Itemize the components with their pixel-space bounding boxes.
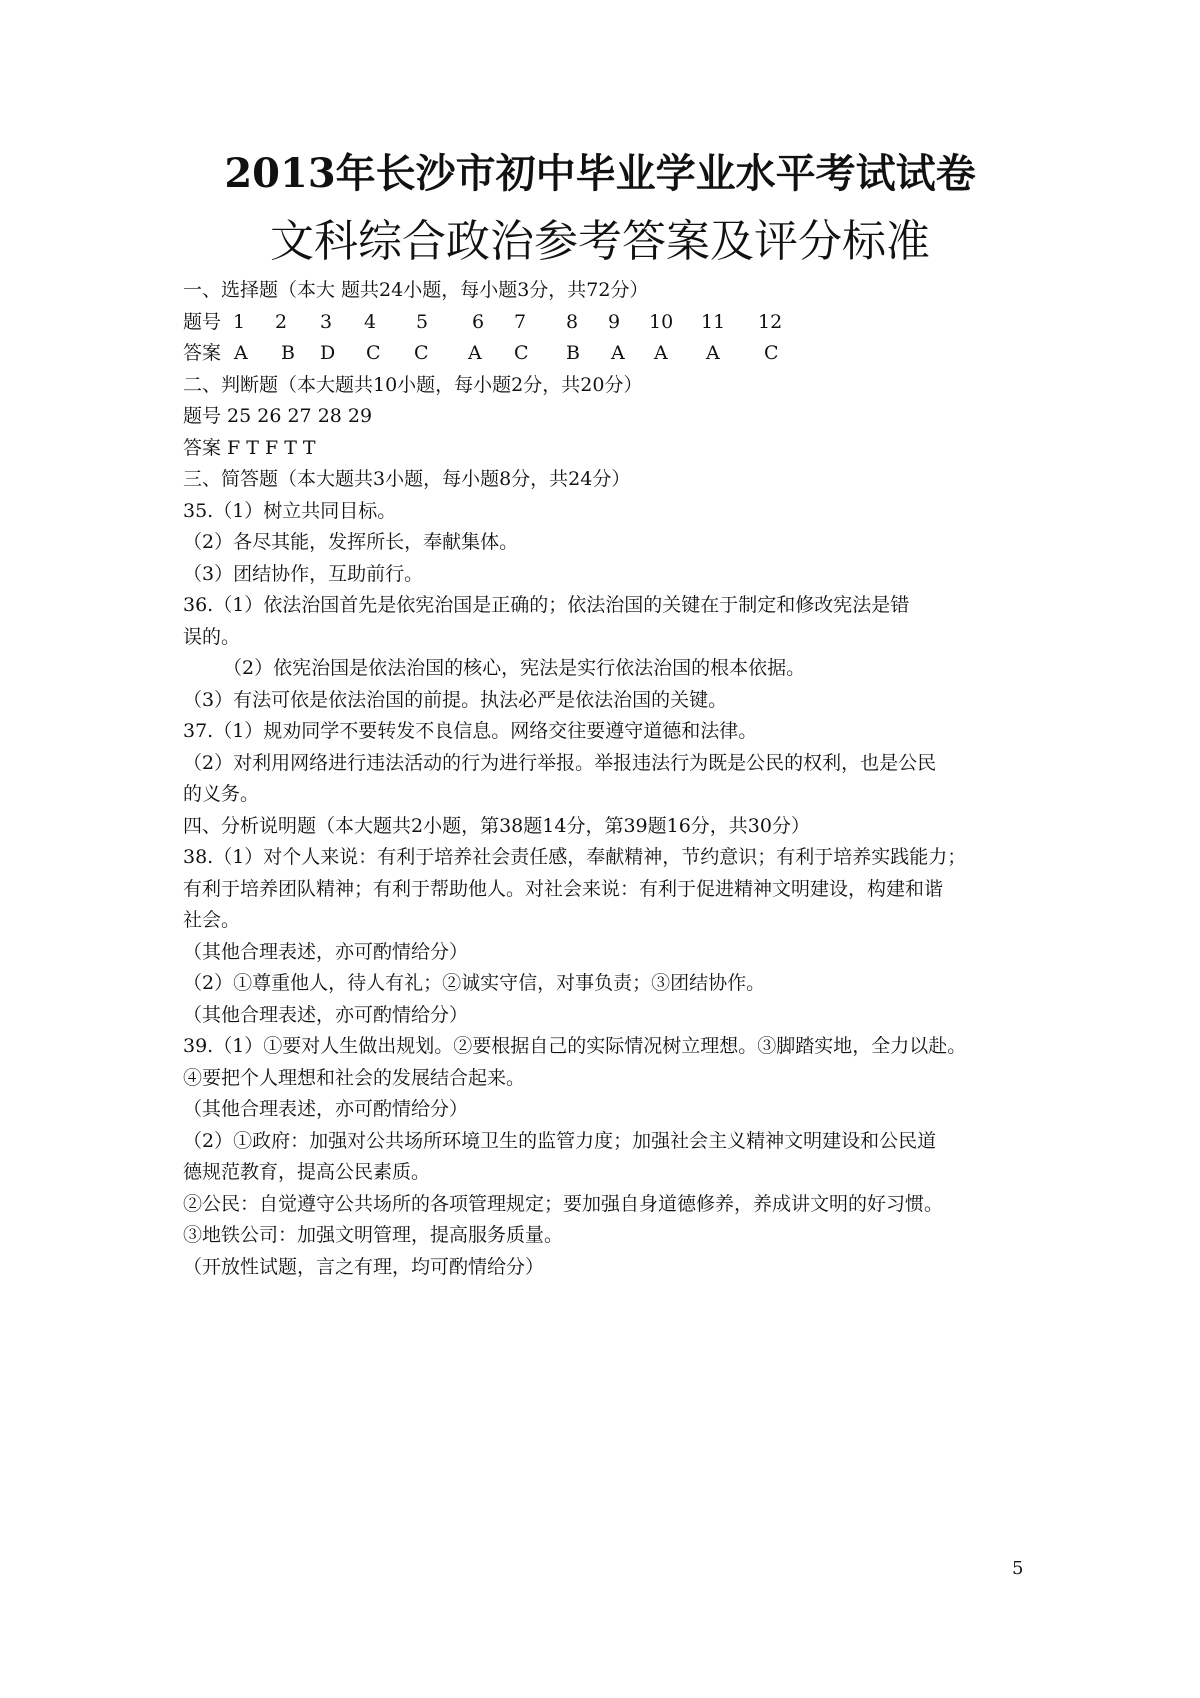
choice-answer: B [281, 342, 295, 364]
choice-number: 3 [320, 310, 333, 333]
choice-answer: C [414, 342, 429, 364]
answer-line: （2）①尊重他人，待人有礼；②诚实守信，对事负责；③团结协作。 [183, 972, 766, 994]
answer-line: 37.（1）规劝同学不要转发不良信息。网络交往要遵守道德和法律。 [183, 720, 758, 742]
row-label-question: 题号 [183, 310, 222, 333]
answer-line: ③地铁公司：加强文明管理，提高服务质量。 [183, 1224, 564, 1246]
answer-line: 36.（1）依法治国首先是依宪治国是正确的；依法治国的关键在于制定和修改宪法是错 [183, 594, 910, 616]
choice-answer: A [468, 342, 482, 364]
answer-line: （3）团结协作，互助前行。 [183, 562, 424, 585]
judge-number-row: 题号 25 26 27 28 29 [183, 405, 373, 427]
answer-line: （2）依宪治国是依法治国的核心，宪法是实行依法治国的根本依据。 [223, 657, 806, 679]
answer-line: 35.（1）树立共同目标。 [183, 499, 397, 522]
choice-number: 8 [566, 310, 579, 333]
answer-line: 德规范教育，提高公民素质。 [183, 1161, 431, 1183]
page-subtitle: 文科综合政治参考答案及评分标准 [270, 216, 930, 267]
answer-line: 的义务。 [183, 783, 260, 805]
choice-number: 5 [416, 310, 429, 333]
choice-answer: A [706, 342, 720, 364]
choice-answer: C [366, 342, 381, 364]
choice-answer-row [183, 338, 1033, 370]
answer-line: （2）对利用网络进行违法活动的行为进行举报。举报违法行为既是公民的权利，也是公民 [183, 751, 937, 774]
choice-answer: C [764, 342, 779, 364]
answer-line: 39.（1）①要对人生做出规划。②要根据自己的实际情况树立理想。③脚踏实地，全力以赴。 [183, 1035, 967, 1057]
answer-line: 社会。 [183, 909, 241, 931]
answer-body [183, 275, 1033, 1283]
choice-number: 11 [701, 310, 726, 333]
answer-line: ②公民：自觉遵守公共场所的各项管理规定；要加强自身道德修养，养成讲文明的好习惯。 [183, 1192, 944, 1215]
choice-answer: D [320, 342, 336, 364]
choice-answer: A [611, 342, 625, 364]
choice-answer: A [654, 342, 668, 364]
scoring-note: （其他合理表述，亦可酌情给分） [183, 1098, 469, 1120]
choice-answer: C [514, 342, 529, 364]
choice-number: 10 [649, 310, 674, 333]
row-label-answer: 答案 [183, 342, 222, 364]
judge-answer-row: 答案 F T F T T [183, 436, 316, 459]
page-number: 5 [1012, 1558, 1024, 1579]
answer-line: ④要把个人理想和社会的发展结合起来。 [183, 1066, 526, 1089]
answer-line: （2）①政府：加强对公共场所环境卫生的监管力度；加强社会主义精神文明建设和公民道 [183, 1129, 937, 1152]
choice-number: 7 [514, 310, 527, 333]
scoring-note: （其他合理表述，亦可酌情给分） [183, 940, 469, 963]
section1-heading: 一、选择题（本大 题共24小题，每小题3分，共72分） [183, 279, 649, 301]
answer-line: 误的。 [183, 625, 241, 648]
answer-line: 有利于培养团队精神；有利于帮助他人。对社会来说：有利于促进精神文明建设，构建和谐 [183, 877, 944, 900]
choice-answer: A [234, 342, 248, 364]
answer-line: （2）各尽其能，发挥所长，奉献集体。 [183, 531, 519, 553]
choice-number: 2 [275, 310, 288, 333]
choice-number: 12 [758, 310, 783, 333]
answer-line: （3）有法可依是依法治国的前提。执法必严是依法治国的关键。 [183, 688, 728, 711]
choice-number: 1 [233, 310, 246, 333]
choice-number: 4 [364, 310, 377, 333]
choice-number: 6 [472, 310, 485, 333]
page-title: 2013年长沙市初中毕业学业水平考试试卷 [224, 150, 976, 197]
scoring-note: （开放性试题，言之有理，均可酌情给分） [183, 1255, 545, 1278]
section2-heading: 二、判断题（本大题共10小题，每小题2分，共20分） [183, 373, 643, 396]
scoring-note: （其他合理表述，亦可酌情给分） [183, 1003, 469, 1026]
choice-number: 9 [608, 310, 621, 333]
answer-line: 38.（1）对个人来说：有利于培养社会责任感，奉献精神，节约意识；有利于培养实践能力； [183, 846, 967, 868]
choice-answer: B [566, 342, 580, 364]
section3-heading: 三、简答题（本大题共3小题，每小题8分，共24分） [183, 468, 631, 490]
choice-number-row [183, 307, 1033, 339]
section4-heading: 四、分析说明题（本大题共2小题，第38题14分，第39题16分，共30分） [183, 814, 810, 837]
